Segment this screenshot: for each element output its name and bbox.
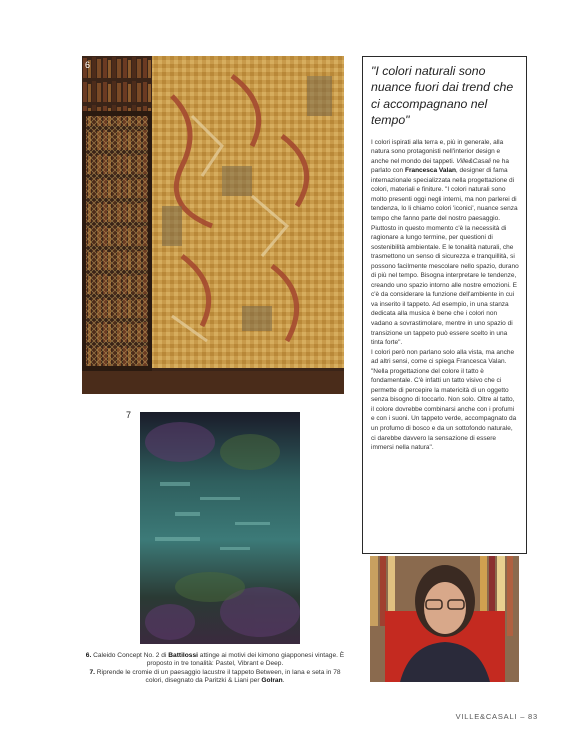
figure-caption (84, 652, 346, 686)
figure-7-number: 7 (126, 410, 132, 420)
caption-6-text-a: Caleido Concept No. 2 di (91, 652, 169, 659)
interview-sidebar (362, 56, 527, 554)
interview-body (371, 138, 519, 453)
designer-portrait-photo (370, 556, 519, 682)
designer-name: Francesca Valan (404, 167, 456, 175)
paragraph-1-text-a: I colori ispirati alla terra e, più in generale, alla natura sono protagonisti nell'interior design e anche nel mondo dei tappeti. (371, 138, 504, 165)
caption-7-number: 7. (89, 668, 95, 676)
caption-7-text-b: . (282, 677, 285, 685)
figure-7-rug-photo (140, 412, 300, 644)
page-folio: VILLE&CASALI – 83 (455, 712, 538, 721)
pull-quote: "I colori naturali sono nuance fuori dai trend che ci accompagnano nel tempo" (371, 64, 514, 128)
caption-7-brand: Golran (261, 677, 283, 685)
figure-6-number: 6 (85, 60, 91, 70)
figure-6-rug-photo (82, 56, 344, 394)
paragraph-1-text-c: , designer di fama internazionale specializzata nella progettazione di colori, materiali e finiture. "I colori naturali sono molto presenti oggi negli interni, ma non parlerei di tendenza, lo li chiamo colori 'iconici', nuance senza tempo che fanno parte del nostro paesaggio. Piuttosto in questo momento c'è la necessità di ragionare a lungo termine, per questioni di sostenibilità ambientale. E le tonalità naturali, che trasmettono un senso di sicurezza e tranquillità, si possono facilmente mescolare nello spazio, durano di più nel tempo. Bisogna interpretare le tendenze, creando uno spazio intorno alle nostre emozioni. E c'è da considerare la funzione dell'ambiente in cui va inserito il tappeto. Ad esempio, in una stanza dedicata alla musica è bene che i colori non vadano a sovrastimolare, mentre in uno spazio di transizione un tappeto può essere scelto in una tinta forte". (371, 167, 519, 347)
paragraph-1-text-b: ne ha parlato con (371, 157, 509, 175)
rug-between-illustration (140, 412, 300, 644)
magazine-name: Ville&Casali (456, 157, 491, 165)
caption-6-brand: Battilossi (168, 652, 198, 659)
interview-paragraph-2: I colori però non parlano solo alla vista, ma anche ad altri sensi, come ci spiega Francesca Valan. "Nella progettazione del colore il tatto è fondamentale. C'è infatti un tatto visivo che ci permette di percepire la matericità di un oggetto senza bisogno di toccarlo. Non solo. Oltre al tatto, il colore dovrebbe combinarsi anche con i profumi e con i suoni. Un tappeto verde, accompagnato da un profumo di bosco e da un sottofondo naturale, ci darebbe davvero la sensazione di essere immersi nella natura". (371, 348, 517, 452)
caption-6-text-b: attinge ai motivi dei kimono giapponesi vintage. È proposto in tre tonalità: Pastel, Vibrant e Deep. (146, 652, 345, 668)
caption-7-text-a: Riprende le cromie di un paesaggio lacustre il tappeto Between, in lana e seta in 78 colori, disegnato da Paritzki & Liani per (94, 668, 341, 685)
rug-caleido-illustration (82, 56, 344, 394)
interview-paragraph-1 (371, 138, 519, 348)
caption-6-number: 6. (85, 652, 92, 659)
portrait-illustration (370, 556, 519, 682)
